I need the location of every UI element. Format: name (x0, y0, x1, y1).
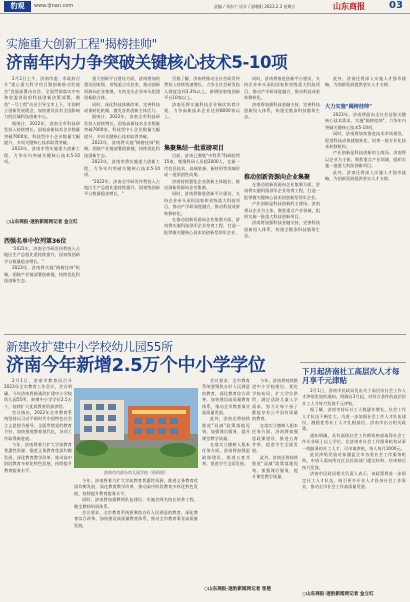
website-url[interactable]: www.ijinan.com (34, 3, 74, 9)
school-photo (74, 388, 198, 468)
paragraph: 会议要求，全市教育系统要聚焦办好人民满意的教育，深化教育综合改革，加快建设高质量教育体系，推动全市教育事业高质量发展。 (202, 378, 250, 416)
paragraph: 济南将加强科技金融支持，完善科技创新投入体系，构建全链条科技服务生态。 (244, 101, 320, 120)
story1-subhead-collab: 集聚集结一批重磅项目 (164, 145, 225, 152)
story1-byline: ○山东商报·速豹新闻网记者 金立红 (6, 220, 78, 225)
story3-headline[interactable]: 下月起济南社工高层次人才每月享千元津贴 (302, 367, 400, 385)
paragraph: 济南还将实施科技企业梯次培育计划，力争高新技术企业达到8000家以上。 (164, 101, 240, 120)
paragraph: 今年，济南将持续推进中小学校建设，优化学校布局，扩大学位供给，满足适龄儿童入学需求，努力让每个孩子都能享有公平而有质量的教育。 (252, 378, 298, 422)
story1-column-4b (244, 182, 320, 332)
story2-column-1 (4, 378, 72, 592)
paragraph: 2023年，济南将实施"揭榜挂帅"机制，围绕产业链部署创新链，持续优化科技创新生态。 (84, 140, 160, 158)
story1-column-2 (84, 76, 160, 332)
paragraph: 济南将加强科技金融支持，完善科技创新投入体系，构建全链条科技服务生态。 (244, 220, 320, 239)
newspaper-name: 山东商报 (333, 1, 365, 11)
paragraph: 2023年，济南将面向全社会征集关键核心技术需求，实施"揭榜挂帅"，力争年内突破关键核心技术5-10项。 (325, 112, 406, 130)
paragraph: 另据了解，济南将推动全社会研发经费投入持续快速增长，力争全社会研发投入强度达到3.3%以上，新增国家级创新平台10家以上。 (164, 76, 240, 101)
paragraph: 此外，济南还将深入实施人才强市战略，为创新发展提供坚实人才支撑。 (325, 76, 406, 88)
paragraph: 同时，济南将推进创新平台建设，支持企业牵头承担国家和省级重大科技项目，推动产学研深度融合，推动科技成果转移转化。 (244, 76, 320, 101)
paragraph: 此外，济南还将持续推进"双减"政策落地见效，加强课后服务，提升课堂教学质量。 (252, 454, 298, 480)
paragraph: 在落实立德树人根本任务方面，济南将加强思政课建设，推进五育并举，促进学生全面发展。 (252, 422, 298, 454)
paragraph: 据统计，2022年，济南全市科技研发投入持续增长，国家高新技术企业数量突破7000家，科技型中小企业数量大幅提升，多项关键核心技术取得突破。 (4, 120, 80, 146)
paragraph: 产业创新是科技创新的主战场。济南将以企业为主体，聚焦重点产业领域，组织实施一批重大科技创新项目。 (325, 150, 406, 169)
paragraph: 据了解，济南市持证社工人数逐年增长，社会工作人才队伍不断壮大。为进一步加强社会工作人才队伍建设，激励优秀社工人才扎根基层，济南市出台相关政策。 (302, 407, 406, 432)
story3-byline: ○山东商报·速豹新闻网记者 金立红 (302, 592, 374, 597)
story2-headline[interactable]: 济南今年新增2.5万个中小学学位 (6, 355, 266, 376)
page-number: 03 (389, 0, 403, 11)
editor-info: 责编 / 刘东宁 设计 / 邵朝阳 2023.2.3 星期五 (214, 4, 296, 9)
paragraph: 在推动创新资源向企业集聚方面，济南将实施科技领军企业培育工程，打造一批掌握关键核心技术的创新型领军企业。 (164, 217, 240, 235)
paragraph: 目前，济南已聚集"中科系"科研院所15家，集聚科研人员超2000人，在新一代信息技术、高端装备、新材料等领域形成一批原创性成果。 (164, 153, 240, 178)
story2-column-3 (202, 378, 250, 592)
page-header (0, 0, 410, 14)
paragraph: 此次津贴发放对象涵盖全市各类社会工作服务机构，申请人需向所在区县民政部门提交材料，经审核后按月发放。 (302, 452, 406, 470)
photo-caption: 济南市内部分幼儿园学校（资料图） (104, 470, 168, 475)
paragraph: 今年，济南将着力扩大学前教育普惠性资源，推进义务教育优质均衡发展，深化教育教学改革，推动高中阶段教育多样化特色发展，持续提升教育服务水平。 (74, 478, 198, 496)
paragraph: 2023年，济南将实施"揭榜挂帅"机制，围绕产业链部署创新链，持续优化科技创新生态。 (4, 265, 80, 284)
paragraph: 此外，济南还将深入实施人才强市战略，为创新发展提供坚实人才支撑。 (325, 169, 406, 182)
paragraph: 2月1日，济南市民政局发布关于高层次社会工作人才津贴发放的通知，明确自3月起，对符合条件的高层次社工人才每月发放千元津贴。 (302, 388, 406, 406)
story1-column-1b (4, 246, 80, 332)
paragraph: 据统计，2022年，济南全市科技研发投入持续增长，国家高新技术企业数量突破7000家，科技型中小企业数量大幅提升，多项关键核心技术取得突破。 (84, 114, 160, 139)
paragraph: 同时，深化科技体制改革，完善科技成果转化机制，激发各类创新主体活力。 (84, 101, 160, 114)
paragraph: 2月2日上午，济南市委、市政府召开"重心重大科学项目暨创新推动发展会"发展部署动员会，全面贯彻落实中央和省委省政府科技创新决策部署，聚焦"一号工程"动员引导全市上下，牢固树立创新发展理念，加快建设具有全国影响力的区域科技创新中心。 (4, 76, 80, 120)
story1-headline[interactable]: 济南年内力争突破关键核心技术5-10项 (6, 53, 288, 72)
section-logo: 豹观 (4, 1, 31, 12)
paragraph: 重大创新平台建设方面，济南将加快建设国家级、省级重点实验室，推动创新资源向企业集聚，支持龙头企业牵头组建创新联合体。 (84, 76, 160, 101)
paragraph: 同时，济南将推进创新平台建设，支持企业牵头承担国家和省级重大科技项目，推动产学研深度融合，推动科技成果转移转化。 (164, 191, 240, 216)
paragraph: 产业创新是科技创新的主战场。济南将以企业为主体，聚焦重点产业领域，组织实施一批重大科技创新项目。 (244, 201, 320, 220)
section-divider (4, 334, 406, 335)
story1-column-3a (164, 76, 240, 136)
story1-subhead-right: 大力实施"揭榜挂帅" (325, 104, 372, 110)
story1-column-5b (325, 112, 406, 332)
paragraph: 同时，济南将加强教师队伍建设，实施名师名校长培养工程，健全教师培训体系。 (74, 497, 198, 509)
paragraph: 在推动创新资源向企业集聚方面，济南将实施科技领军企业培育工程，打造一批掌握关键核心技术的创新型领军企业。 (244, 182, 320, 200)
story1-column-1 (4, 76, 80, 216)
paragraph: "2022年，济南全市研发经费投入占地区生产总值比重持续提升，国家级创新平台数量稳步增长。" (84, 178, 160, 197)
story2-column-2 (74, 478, 198, 592)
story1-subhead-west: 西强名单中位列第36位 (4, 238, 67, 245)
paragraph: "2022年，济南全市研发经费投入占地区生产总值比重持续提升，国家级创新平台数量稳步增长。" (4, 246, 80, 264)
story3-body (302, 388, 406, 588)
paragraph: 今年，济南将着力扩大学前教育普惠性资源，推进义务教育优质均衡发展，深化教育教学改革，推动高中阶段教育多样化特色发展，持续提升教育服务水平。 (4, 442, 72, 473)
story1-subhead-platform: 推动创新资源向企业集聚 (244, 174, 311, 181)
story2-byline: ○山东商报·速豹新闻网记者 张楚 (204, 587, 272, 592)
paragraph: 会议要求，全市教育系统要聚焦办好人民满意的教育，深化教育综合改革，加快建设高质量教育体系，推动全市教育事业高质量发展。 (74, 510, 198, 528)
story1-column-3b (164, 153, 240, 332)
story1-column-4a (244, 76, 320, 168)
paragraph: 会议指出，2022年全市教育系统坚持以习近平新时代中国特色社会主义思想为指导，全面贯彻党的教育方针，加快推进教育现代化，各项工作取得新进展。 (4, 410, 72, 441)
paragraph: 在落实立德树人根本任务方面，济南将加强思政课建设，推进五育并举，促进学生全面发展。 (202, 442, 250, 467)
story2-column-4 (252, 378, 298, 582)
story1-column-5a (325, 76, 406, 100)
side-divider (300, 362, 406, 363)
paragraph: 2023年，济南市将实施重大创新工程，力争年内突破关键核心技术5-10项。 (84, 159, 160, 178)
paragraph: 济南持续强化企业创新主体地位，推动创新资源向企业集聚。 (164, 178, 240, 191)
story1-kicker: 实施重大创新工程"揭榜挂帅" (6, 37, 157, 51)
paragraph: 2月1日，济南市教育局召开2023年全市教育工作会议，会议明确，今年济南将新建改扩建中小学校幼儿园55所，新增中小学学位2.5万个，持续扩大优质教育资源供给。 (4, 378, 72, 409)
paragraph: 济南市民政局相关负责人表示，该政策将进一步稳定社工人才队伍，吸引更多专业人才投身社会工作事业，推动全市社会工作高质量发展。 (302, 471, 406, 490)
paragraph: 同时，济南将加快推进技术市场建设，促进科技成果就地转化，培育一批专业化技术转移机构。 (325, 131, 406, 150)
story2-kicker: 新建改扩建中小学校幼儿园55所 (6, 340, 173, 354)
paragraph: 2023年，济南市将实施重大创新工程，力争年内突破关键核心技术5-10项。 (4, 146, 80, 165)
paragraph: 通知明确，具有高级社会工作师资格或取得社会工作专业硕士以上学位，在济南市社会工作服务机构从事一线服务的社工人才，可申请津贴，每人每月1000元。 (302, 432, 406, 451)
paragraph: 此外，济南还将持续推进"双减"政策落地见效，加强课后服务，提升课堂教学质量。 (202, 416, 250, 441)
